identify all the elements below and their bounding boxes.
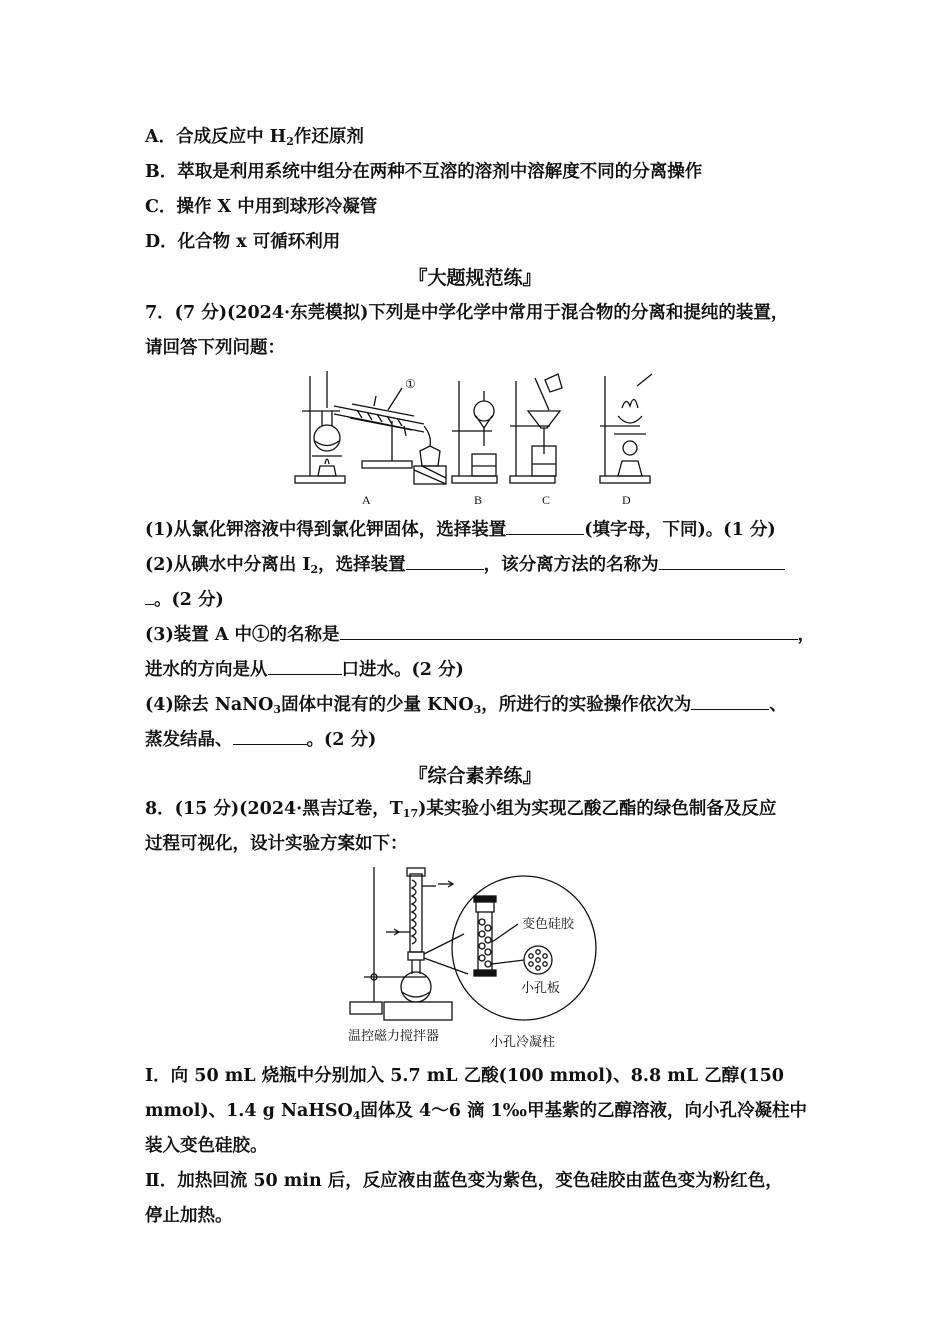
q8-step1-line2: mmol)、1.4 g NaHSO$_4$固体及 4～6 滴 1‰甲基紫的乙醇溶液，向小孔冷凝柱中 <box>145 1101 807 1122</box>
fig-label-d: D <box>622 493 631 507</box>
q7-part2-cont: 。(2 分) <box>145 588 224 612</box>
answer-blank[interactable] <box>233 728 307 745</box>
q7-part2: (2)从碘水中分离出 $I_2$，选择装置 ，该分离方法的名称为 <box>145 553 785 579</box>
q8-step2-line2: 停止加热。 <box>145 1206 233 1226</box>
fig-label-circle: ① <box>405 377 416 391</box>
answer-blank[interactable] <box>691 693 769 710</box>
q7-part4: (4)除去 NaNO$_3$固体中混有的少量 $KNO_3$，所进行的实验操作依次为 、 <box>145 695 787 716</box>
answer-blank[interactable] <box>145 588 154 605</box>
q8-stem-line1: 8．(15 分)(2024·黑吉辽卷，$T_{17}$)某实验小组为实现乙酸乙酯的绿色制备及反应 <box>145 799 777 820</box>
section-title-comprehensive: 『综合素养练』 <box>408 765 542 787</box>
q7-part3-cont: 进水的方向是从 口进水。(2 分) <box>145 660 464 680</box>
fig-label-column: 小孔冷凝柱 <box>490 1035 556 1050</box>
option-d: D．化合物 x 可循环利用 <box>145 232 341 252</box>
fig-label-c: C <box>542 493 551 507</box>
option-b: B．萃取是利用系统中组分在两种不互溶的溶剂中溶解度不同的分离操作 <box>145 162 703 182</box>
answer-blank[interactable] <box>659 553 785 570</box>
q8-apparatus-figure <box>346 862 604 1050</box>
fig-label-stirrer: 温控磁力搅拌器 <box>348 1029 440 1044</box>
answer-blank[interactable] <box>406 553 484 570</box>
q7-part1: (1)从氯化钾溶液中得到氯化钾固体，选择装置 (填字母，下同)。(1 分) <box>145 520 776 540</box>
fig-label-b: B <box>474 493 483 507</box>
stand-base-a <box>295 476 345 483</box>
q8-step1-line1: Ⅰ．向 50 mL 烧瓶中分别加入 5.7 mL 乙酸(100 mmol)、8.8 mL 乙醇(150 <box>145 1066 784 1086</box>
answer-blank[interactable] <box>340 623 798 640</box>
q7-part4-cont: 蒸发结晶、 。(2 分) <box>145 730 377 750</box>
answer-blank[interactable] <box>268 658 342 675</box>
option-a: A．合成反应中 $H_2$作还原剂 <box>145 127 364 148</box>
q7-stem-line2: 请回答下列问题： <box>145 338 285 358</box>
q7-stem-line1: 7．(7 分)(2024·东莞模拟)下列是中学化学中常用于混合物的分离和提纯的装置， <box>145 303 789 323</box>
section-title-major: 『大题规范练』 <box>408 267 542 289</box>
answer-blank[interactable] <box>506 518 584 535</box>
q8-step2-line1: Ⅱ．加热回流 50 min 后，反应液由蓝色变为紫色，变色硅胶由蓝色变为粉红色， <box>145 1171 783 1191</box>
option-c: C．操作 X 中用到球形冷凝管 <box>145 197 378 217</box>
q7-apparatus-figure <box>292 366 662 512</box>
q8-step1-line3: 装入变色硅胶。 <box>145 1136 268 1156</box>
q7-part3: (3)装置 A 中①的名称是 ， <box>145 625 815 645</box>
q8-stem-line2: 过程可视化，设计实验方案如下： <box>145 834 408 854</box>
fig-label-a: A <box>362 493 371 507</box>
fig-label-plate: 小孔板 <box>521 981 561 996</box>
fig-label-silica: 变色硅胶 <box>522 917 575 932</box>
